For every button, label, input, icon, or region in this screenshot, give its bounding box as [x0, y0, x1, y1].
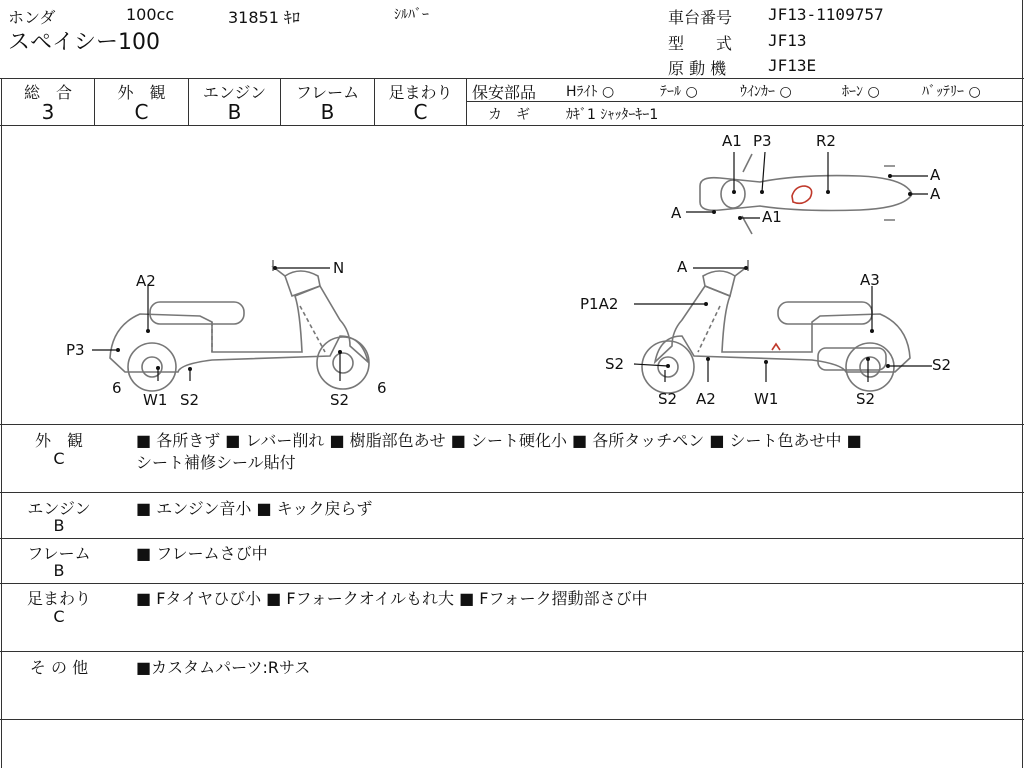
detail-line: ■カスタムパーツ:Rサス — [136, 658, 311, 677]
engine-label: 原 動 機 — [668, 59, 727, 78]
label-s2-left: S2 — [605, 355, 625, 373]
label-a1-bottom: A1 — [762, 208, 782, 226]
divider — [0, 538, 1024, 539]
detail-line: ■ フレームさび中 — [136, 544, 268, 563]
divider — [466, 101, 1022, 102]
label-a2: A2 — [136, 272, 156, 290]
detail-grade: B — [53, 516, 65, 535]
safety-headlight: Hﾗｲﾄ ○ — [566, 84, 615, 100]
detail-label: フレーム — [27, 544, 91, 563]
detail-line: ■ エンジン音小 ■ キック戻らず — [136, 499, 373, 518]
grade-label-overall: 総 合 — [23, 83, 72, 102]
label-w1: W1 — [754, 390, 779, 408]
grade-value-frame: B — [320, 100, 335, 124]
key-label: カ ギ — [488, 107, 530, 123]
label-r2: R2 — [816, 132, 836, 150]
grade-value-engine: B — [227, 100, 242, 124]
label-w1: W1 — [143, 391, 168, 409]
maker: ホンダ — [8, 8, 56, 27]
label-a2: A2 — [696, 390, 716, 408]
label-a: A — [677, 258, 688, 276]
detail-label: そ の 他 — [29, 658, 89, 677]
detail-grade: C — [53, 607, 65, 626]
label-a-left: A — [671, 204, 682, 222]
divider — [0, 651, 1024, 652]
divider — [0, 492, 1024, 493]
grade-label-exterior: 外 観 — [117, 83, 166, 102]
divider — [0, 78, 1024, 79]
label-p1a2: P1A2 — [580, 295, 619, 313]
label-a1: A1 — [722, 132, 742, 150]
vin-value: JF13-1109757 — [768, 5, 884, 24]
damage-diagram — [0, 126, 1024, 426]
divider — [0, 424, 1024, 425]
label-n: N — [333, 259, 345, 277]
displacement: 100cc — [126, 5, 175, 24]
label-a-right2: A — [930, 185, 941, 203]
color: ｼﾙﾊﾞｰ — [394, 7, 429, 23]
label-s2-b1: S2 — [658, 390, 678, 408]
label-s2-b: S2 — [330, 391, 350, 409]
top-view-scooter — [700, 154, 912, 234]
label-six-left: 6 — [112, 379, 122, 397]
engine-value: JF13E — [768, 56, 817, 75]
type-value: JF13 — [768, 31, 807, 50]
grade-label-engine: エンジン — [202, 83, 267, 102]
key-value: ｶｷﾞ1 ｼｬｯﾀｰｷｰ1 — [566, 107, 659, 123]
label-a-right1: A — [930, 166, 941, 184]
type-label: 型 式 — [668, 34, 733, 53]
label-s2-right: S2 — [932, 356, 952, 374]
label-p3: P3 — [753, 132, 772, 150]
safety-battery: ﾊﾞｯﾃﾘｰ ○ — [922, 84, 981, 100]
label-s2-b2: S2 — [856, 390, 876, 408]
detail-grade: B — [53, 561, 65, 580]
detail-line: ■ Fタイヤひび小 ■ Fフォークオイルもれ大 ■ Fフォーク摺動部さび中 — [136, 589, 648, 608]
grade-label-frame: フレーム — [295, 83, 360, 102]
detail-grade: C — [53, 449, 65, 468]
detail-label: エンジン — [27, 499, 91, 518]
label-six-right: 6 — [377, 379, 387, 397]
safety-winker: ｳｲﾝｶｰ ○ — [740, 84, 792, 100]
divider — [0, 583, 1024, 584]
grade-value-suspension: C — [413, 100, 428, 124]
detail-line: シート補修シール貼付 — [136, 453, 296, 472]
label-a3: A3 — [860, 271, 880, 289]
vin-label: 車台番号 — [668, 8, 733, 27]
detail-label: 足まわり — [26, 589, 91, 608]
detail-line: ■ 各所きず ■ レバー削れ ■ 樹脂部色あせ ■ シート硬化小 ■ 各所タッチペン ■ シート色あせ中 ■ — [136, 431, 862, 450]
safety-horn: ﾎｰﾝ ○ — [842, 84, 880, 100]
mileage: 31851 ｷﾛ — [228, 8, 300, 27]
model-name: スペイシー100 — [8, 30, 160, 55]
detail-label: 外 観 — [34, 431, 83, 450]
divider — [0, 719, 1024, 720]
grade-value-overall: 3 — [41, 100, 55, 124]
safety-label: 保安部品 — [472, 83, 537, 102]
safety-taillight: ﾃｰﾙ ○ — [660, 84, 698, 100]
grade-value-exterior: C — [134, 100, 149, 124]
grade-label-suspension: 足まわり — [388, 83, 453, 102]
label-p3: P3 — [66, 341, 85, 359]
label-s2-a: S2 — [180, 391, 200, 409]
